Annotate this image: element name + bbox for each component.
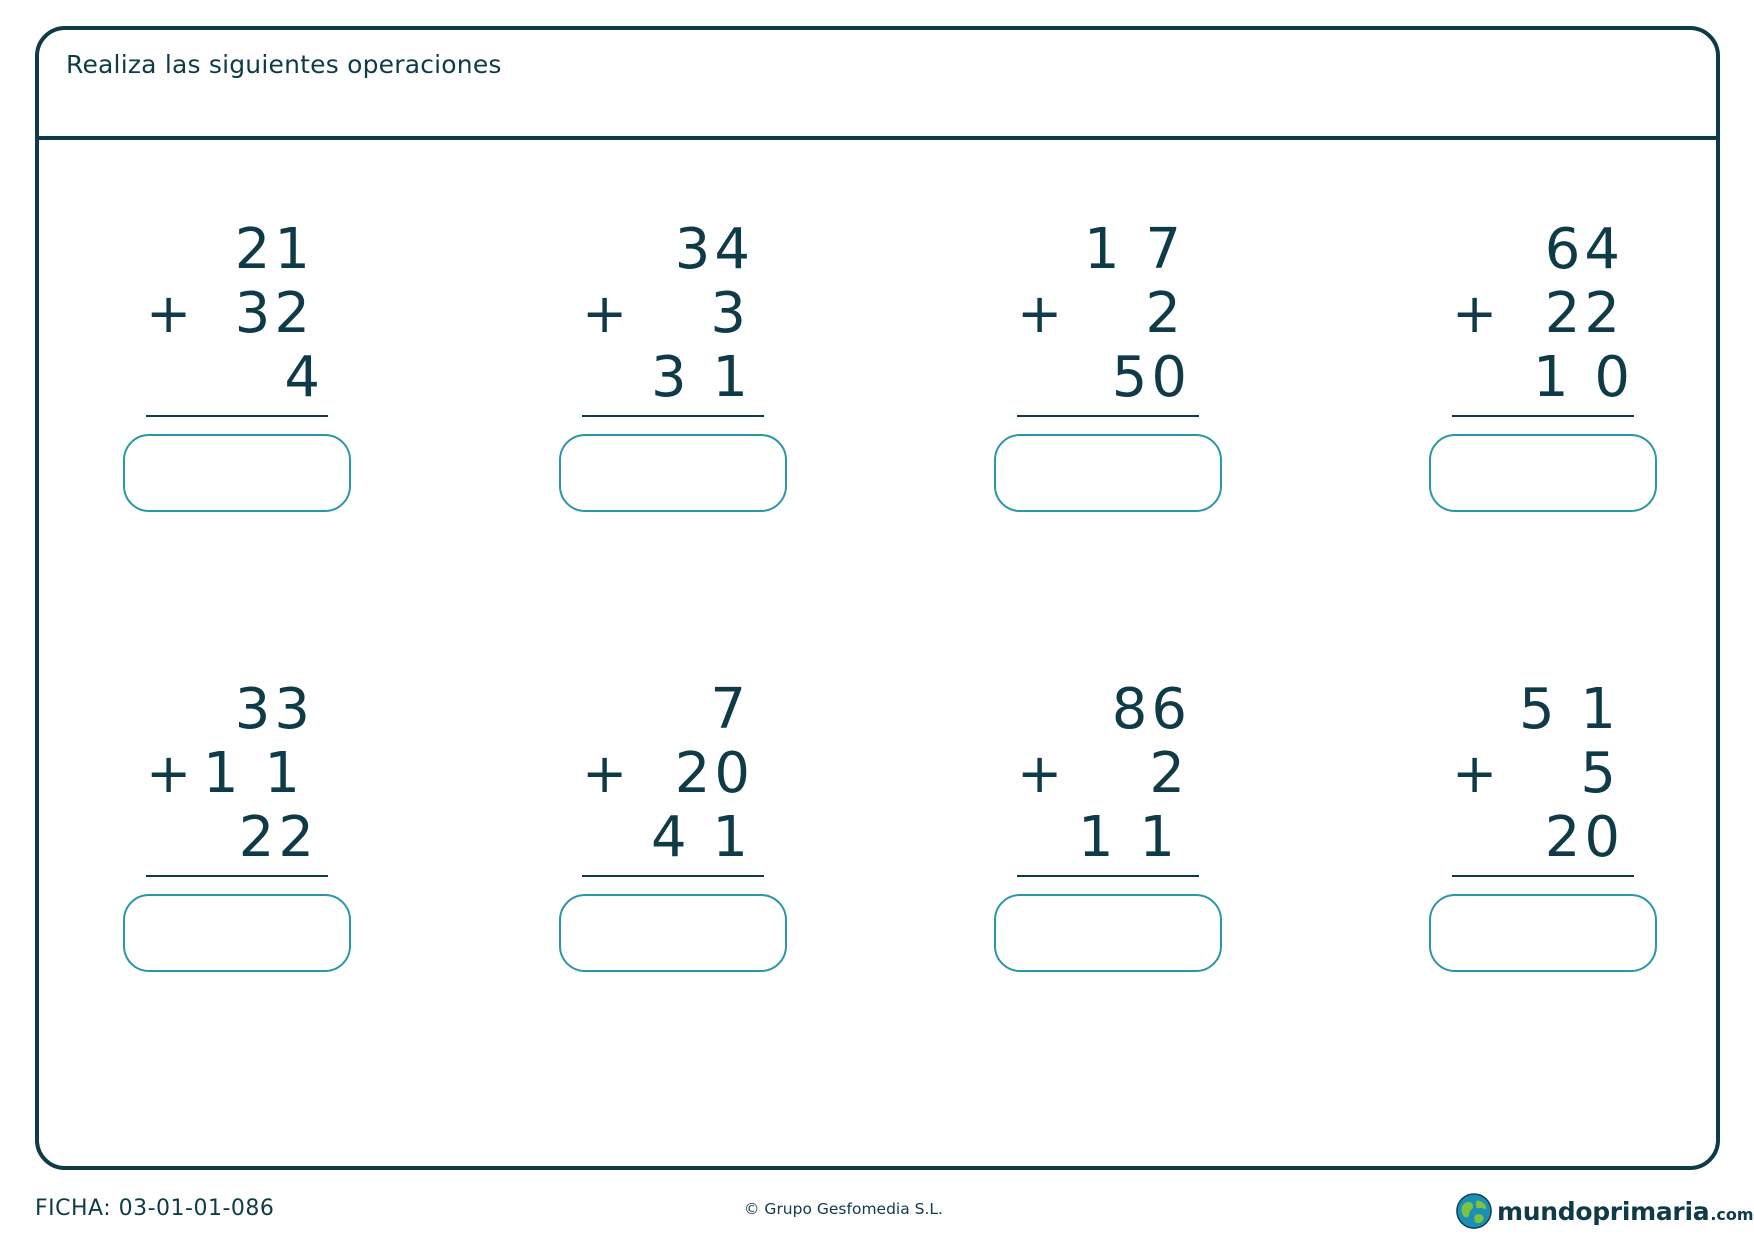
problem-2 [582,217,822,520]
problem-8 [1452,677,1692,980]
problem-7 [1017,677,1257,980]
addend-bottom: 4 1 [650,805,752,870]
addend-middle: + 3 [582,281,750,346]
worksheet-header [39,30,1716,140]
addend-bottom: 20 [1544,805,1624,870]
addend-bottom: 3 1 [650,345,752,410]
answer-box[interactable] [123,894,351,972]
brand-domain: .com [1710,1204,1754,1224]
addend-bottom: 1 0 [1532,345,1634,410]
addend-top: 33 [234,677,314,742]
addend-top: 64 [1544,217,1624,282]
sum-line [582,415,764,417]
addend-middle: + 2 [1017,281,1185,346]
brand-logo[interactable] [1455,1190,1754,1232]
addend-top: 1 7 [1083,217,1185,282]
problem-3 [1017,217,1257,520]
sum-line [1017,415,1199,417]
answer-box[interactable] [1429,434,1657,512]
addend-middle: + 2 [1017,741,1189,806]
answer-box[interactable] [123,434,351,512]
addend-middle: + 1 1 [146,741,304,806]
addend-middle: + 20 [582,741,754,806]
sum-line [1452,415,1634,417]
problem-1 [146,217,386,520]
addend-top: 5 1 [1518,677,1620,742]
addend-middle: + 32 [146,281,314,346]
addend-bottom: 22 [238,805,318,870]
sum-line [1452,875,1634,877]
sum-line [146,875,328,877]
addend-middle: + 5 [1452,741,1620,806]
addend-bottom: 1 1 [1077,805,1179,870]
sum-line [1017,875,1199,877]
instruction-text: Realiza las siguientes operaciones [66,50,502,79]
answer-box[interactable] [559,894,787,972]
worksheet-frame [35,26,1720,1170]
addend-top: 7 [710,677,750,742]
answer-box[interactable] [1429,894,1657,972]
answer-box[interactable] [994,434,1222,512]
addend-bottom: 50 [1111,345,1191,410]
problem-4 [1452,217,1692,520]
problem-5 [146,677,386,980]
brand-name: mundoprimaria [1497,1196,1710,1226]
problem-6 [582,677,822,980]
addend-bottom: 4 [284,345,324,410]
copyright-text: © Grupo Gesfomedia S.L. [744,1200,943,1218]
answer-box[interactable] [994,894,1222,972]
addend-top: 86 [1111,677,1191,742]
globe-icon [1455,1192,1493,1230]
addend-top: 21 [234,217,314,282]
addend-middle: + 22 [1452,281,1624,346]
sum-line [582,875,764,877]
addend-top: 34 [674,217,754,282]
worksheet-code: FICHA: 03-01-01-086 [35,1196,275,1221]
sum-line [146,415,328,417]
answer-box[interactable] [559,434,787,512]
